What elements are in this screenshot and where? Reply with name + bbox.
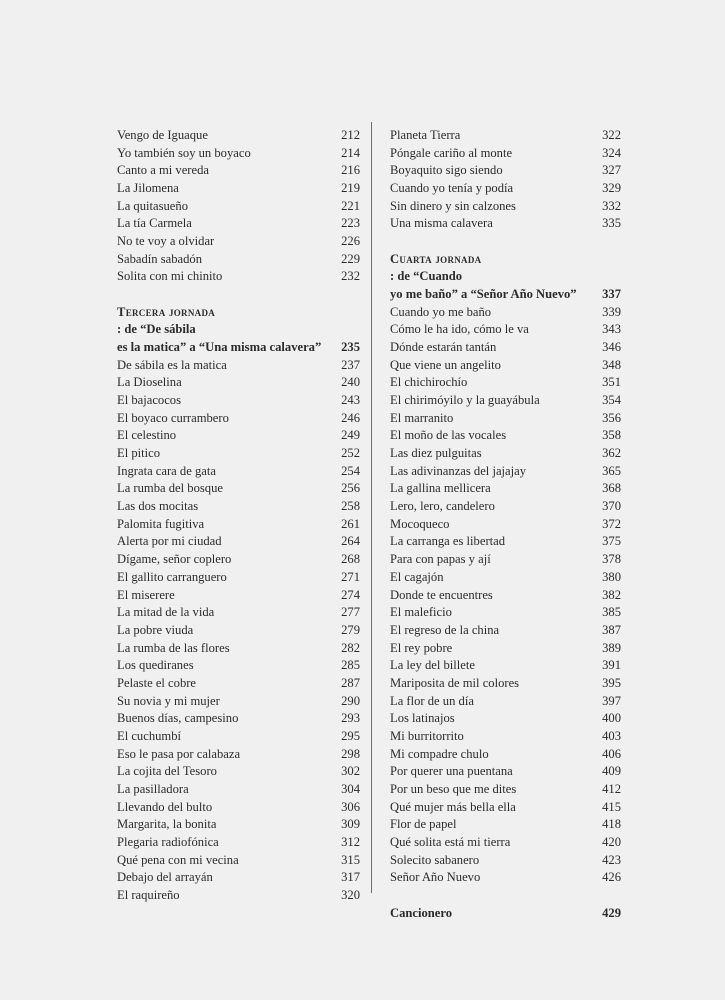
entry-page: 315 (341, 852, 360, 867)
left-intro-list (117, 127, 360, 286)
entry-page: 391 (602, 658, 621, 673)
toc-entry[interactable] (390, 728, 621, 746)
entry-page: 406 (602, 746, 621, 761)
entry-title: Sabadín sabadón (117, 251, 202, 266)
entry-title: Su novia y mi mujer (117, 693, 220, 708)
entry-title: Alerta por mi ciudad (117, 534, 222, 549)
section-title-line2: es la matica” a “Una misma calavera” (117, 340, 322, 355)
entry-title: Para con papas y ají (390, 552, 491, 567)
toc-entry[interactable] (390, 463, 621, 481)
section-gap (390, 887, 621, 905)
entry-page: 277 (341, 605, 360, 620)
toc-entry[interactable] (117, 675, 360, 693)
entry-title: La gallina mellicera (390, 481, 491, 496)
entry-page: 309 (341, 817, 360, 832)
section-title-line1: : de “De sábila (117, 322, 196, 337)
entry-page: 237 (341, 357, 360, 372)
toc-entry[interactable] (390, 551, 621, 569)
entry-page: 372 (602, 516, 621, 531)
toc-entry[interactable] (117, 816, 360, 834)
entry-page: 415 (602, 799, 621, 814)
entry-title: Lero, lero, candelero (390, 499, 495, 514)
entry-title: El raquireño (117, 887, 180, 902)
entry-title: La pasilladora (117, 781, 189, 796)
entry-page: 212 (341, 127, 360, 142)
section-label: Cuarta jornada (390, 251, 482, 266)
toc-entry[interactable] (117, 516, 360, 534)
toc-entry[interactable] (117, 834, 360, 852)
entry-page: 271 (341, 569, 360, 584)
toc-entry[interactable] (117, 215, 360, 233)
entry-page: 246 (341, 410, 360, 425)
entry-title: La ley del billete (390, 658, 475, 673)
entry-page: 261 (341, 516, 360, 531)
entry-title: La Jilomena (117, 181, 179, 195)
toc-entry[interactable] (390, 799, 621, 817)
entry-page: 243 (341, 393, 360, 408)
entry-title: Las diez pulguitas (390, 446, 482, 461)
entry-title: El chirimóyilo y la guayábula (390, 393, 540, 408)
entry-page: 356 (602, 410, 621, 425)
entry-page: 295 (341, 728, 360, 743)
entry-title: El bajacocos (117, 393, 181, 408)
entry-title: Las adivinanzas del jajajay (390, 463, 527, 478)
toc-entry[interactable] (117, 480, 360, 498)
toc-right-column (390, 127, 621, 922)
entry-page: 322 (602, 127, 621, 142)
entry-title: Mi burritorrito (390, 728, 464, 743)
entry-page: 380 (602, 569, 621, 584)
entry-page: 368 (602, 481, 621, 496)
entry-page: 219 (341, 181, 360, 195)
toc-entry[interactable] (117, 710, 360, 728)
entry-page: 268 (341, 552, 360, 567)
toc-entry[interactable] (117, 162, 360, 180)
entry-page: 214 (341, 145, 360, 160)
entry-title: Debajo del arrayán (117, 870, 213, 885)
toc-entry[interactable] (390, 622, 621, 640)
entry-page: 226 (341, 234, 360, 249)
entry-page: 412 (602, 781, 621, 796)
entry-title: El cuchumbí (117, 728, 182, 743)
entry-title: Por querer una puentana (390, 764, 513, 779)
entry-title: El gallito carranguero (117, 569, 227, 584)
entry-page: 426 (602, 870, 621, 885)
entry-title: La rumba del bosque (117, 481, 223, 496)
toc-entry[interactable] (390, 480, 621, 498)
entry-title: Los latinajos (390, 711, 455, 726)
entry-title: La cojita del Tesoro (117, 764, 217, 779)
section-page: 337 (602, 287, 621, 302)
entry-page: 232 (341, 269, 360, 284)
entry-page: 320 (341, 887, 360, 902)
entry-title: El boyaco currambero (117, 410, 229, 425)
entry-title: Qué solita está mi tierra (390, 834, 511, 849)
toc-entry[interactable] (390, 869, 621, 887)
left-entries-list (117, 357, 360, 905)
toc-entry[interactable] (390, 746, 621, 764)
entry-page: 252 (341, 446, 360, 461)
entry-title: La rumba de las flores (117, 640, 230, 655)
entry-title: Póngale cariño al monte (390, 145, 513, 160)
entry-title: Sin dinero y sin calzones (390, 198, 516, 213)
entry-page: 375 (602, 534, 621, 549)
section-label: Tercera jornada (117, 304, 216, 319)
entry-title: El cagajón (390, 569, 444, 584)
entry-title: Buenos días, campesino (117, 711, 239, 726)
entry-title: La pobre viuda (117, 622, 194, 637)
toc-entry-cancionero[interactable] (390, 905, 621, 923)
entry-page: 264 (341, 534, 360, 549)
toc-entry[interactable] (117, 622, 360, 640)
entry-page: 254 (341, 463, 360, 478)
toc-entry[interactable] (390, 852, 621, 870)
entry-page: 335 (602, 216, 621, 231)
entry-page: 306 (341, 799, 360, 814)
entry-page: 354 (602, 393, 621, 408)
right-intro-list (390, 127, 621, 233)
toc-entry[interactable] (117, 551, 360, 569)
toc-entry[interactable] (390, 569, 621, 587)
entry-page: 302 (341, 764, 360, 779)
entry-page: 327 (602, 163, 621, 178)
toc-entry[interactable] (117, 728, 360, 746)
entry-page: 365 (602, 463, 621, 478)
entry-title: El regreso de la china (390, 622, 500, 637)
entry-page: 397 (602, 693, 621, 708)
entry-page: 348 (602, 357, 621, 372)
toc-entry[interactable] (390, 162, 621, 180)
entry-page: 298 (341, 746, 360, 761)
entry-title: El maleficio (390, 605, 452, 620)
toc-entry[interactable] (117, 445, 360, 463)
entry-page: 329 (602, 181, 621, 195)
entry-page: 282 (341, 640, 360, 655)
toc-entry[interactable] (390, 587, 621, 605)
entry-title: Yo también soy un boyaco (117, 145, 251, 160)
toc-entry[interactable] (117, 640, 360, 658)
entry-page: 351 (602, 375, 621, 390)
entry-page: 429 (602, 905, 621, 920)
entry-page: 274 (341, 587, 360, 602)
entry-title: Cómo le ha ido, cómo le va (390, 322, 529, 337)
toc-entry[interactable] (117, 587, 360, 605)
entry-page: 216 (341, 163, 360, 178)
entry-title: Plegaria radiofónica (117, 834, 219, 849)
entry-page: 285 (341, 658, 360, 673)
toc-entry[interactable] (117, 887, 360, 905)
toc-entry[interactable] (390, 339, 621, 357)
toc-entry[interactable] (117, 781, 360, 799)
toc-entry[interactable] (117, 604, 360, 622)
entry-page: 221 (341, 198, 360, 213)
toc-entry[interactable] (117, 410, 360, 428)
entry-page: 378 (602, 552, 621, 567)
toc-entry[interactable] (117, 693, 360, 711)
entry-title: Ingrata cara de gata (117, 463, 216, 478)
toc-entry[interactable] (390, 304, 621, 322)
entry-page: 382 (602, 587, 621, 602)
toc-entry[interactable] (117, 498, 360, 516)
toc-entry[interactable] (390, 534, 621, 552)
right-entries-list (390, 304, 621, 887)
entry-page: 343 (602, 322, 621, 337)
entry-title: Las dos mocitas (117, 499, 199, 514)
entry-title: Flor de papel (390, 817, 457, 832)
toc-entry[interactable] (117, 799, 360, 817)
entry-title: Planeta Tierra (390, 127, 461, 142)
entry-page: 317 (341, 870, 360, 885)
entry-title: Eso le pasa por calabaza (117, 746, 241, 761)
entry-title: Palomita fugitiva (117, 516, 205, 531)
toc-entry[interactable] (390, 180, 621, 198)
entry-title: La carranga es libertad (390, 534, 506, 549)
toc-entry[interactable] (390, 710, 621, 728)
entry-page: 403 (602, 728, 621, 743)
toc-entry[interactable] (390, 374, 621, 392)
entry-title: La flor de un día (390, 693, 474, 708)
entry-title: La quitasueño (117, 198, 188, 213)
entry-title: Dígame, señor coplero (117, 552, 232, 567)
entry-title: El celestino (117, 428, 177, 443)
section-cuarta-jornada[interactable] (390, 251, 621, 304)
entry-title: Cancionero (390, 905, 453, 920)
entry-page: 249 (341, 428, 360, 443)
entry-page: 339 (602, 304, 621, 319)
entry-title: La mitad de la vida (117, 605, 215, 620)
toc-entry[interactable] (390, 321, 621, 339)
entry-title: Canto a mi vereda (117, 163, 209, 178)
toc-entry[interactable] (117, 392, 360, 410)
toc-entry[interactable] (117, 569, 360, 587)
toc-entry[interactable] (117, 233, 360, 251)
entry-page: 290 (341, 693, 360, 708)
toc-entry[interactable] (117, 657, 360, 675)
entry-title: Por un beso que me dites (390, 781, 517, 796)
toc-entry[interactable] (390, 410, 621, 428)
entry-page: 420 (602, 834, 621, 849)
section-title-line2: yo me baño” a “Señor Año Nuevo” (390, 287, 577, 302)
entry-page: 229 (341, 251, 360, 266)
toc-entry[interactable] (390, 145, 621, 163)
toc-entry[interactable] (390, 763, 621, 781)
entry-page: 304 (341, 781, 360, 796)
entry-title: Vengo de Iguaque (117, 127, 208, 142)
toc-entry[interactable] (117, 145, 360, 163)
toc-entry[interactable] (390, 498, 621, 516)
toc-entry[interactable] (390, 604, 621, 622)
entry-page: 358 (602, 428, 621, 443)
toc-entry[interactable] (117, 357, 360, 375)
section-page: 235 (341, 340, 360, 355)
entry-page: 312 (341, 834, 360, 849)
entry-page: 400 (602, 711, 621, 726)
entry-page: 258 (341, 499, 360, 514)
entry-page: 223 (341, 216, 360, 231)
section-gap (117, 286, 360, 304)
entry-page: 370 (602, 499, 621, 514)
toc-entry[interactable] (390, 427, 621, 445)
toc-entry[interactable] (390, 693, 621, 711)
toc-entry[interactable] (390, 198, 621, 216)
toc-entry[interactable] (117, 180, 360, 198)
entry-title: Qué pena con mi vecina (117, 852, 239, 867)
entry-page: 409 (602, 764, 621, 779)
entry-title: Llevando del bulto (117, 799, 213, 814)
section-title-line1: : de “Cuando (390, 269, 463, 284)
column-divider (371, 122, 372, 893)
entry-page: 346 (602, 340, 621, 355)
toc-entry[interactable] (117, 127, 360, 145)
entry-page: 287 (341, 675, 360, 690)
section-gap (390, 233, 621, 251)
entry-title: El pitico (117, 446, 161, 461)
toc-entry[interactable] (390, 445, 621, 463)
entry-page: 395 (602, 675, 621, 690)
entry-page: 279 (341, 622, 360, 637)
entry-title: Mi compadre chulo (390, 746, 489, 761)
entry-title: La Dioselina (117, 375, 182, 390)
toc-entry[interactable] (117, 763, 360, 781)
toc-entry[interactable] (117, 534, 360, 552)
toc-entry[interactable] (117, 268, 360, 286)
toc-entry[interactable] (117, 374, 360, 392)
entry-title: Dónde estarán tantán (390, 340, 497, 355)
toc-entry[interactable] (117, 869, 360, 887)
toc-entry[interactable] (390, 781, 621, 799)
entry-page: 418 (602, 817, 621, 832)
entry-page: 256 (341, 481, 360, 496)
entry-page: 324 (602, 145, 621, 160)
entry-title: Boyaquito sigo siendo (390, 163, 503, 178)
entry-title: Cuando yo tenía y podía (390, 181, 514, 195)
entry-page: 293 (341, 711, 360, 726)
toc-entry[interactable] (390, 816, 621, 834)
entry-title: Mocoqueco (390, 516, 450, 531)
toc-entry[interactable] (117, 852, 360, 870)
toc-left-column (117, 127, 360, 905)
entry-title: El marranito (390, 410, 454, 425)
entry-page: 389 (602, 640, 621, 655)
entry-title: Que viene un angelito (390, 357, 501, 372)
entry-page: 387 (602, 622, 621, 637)
section-tercera-jornada[interactable] (117, 304, 360, 357)
entry-title: Una misma calavera (390, 216, 493, 231)
entry-title: La tía Carmela (117, 216, 192, 231)
entry-title: Solecito sabanero (390, 852, 480, 867)
entry-title: El moño de las vocales (390, 428, 507, 443)
entry-title: Margarita, la bonita (117, 817, 217, 832)
toc-entry[interactable] (390, 640, 621, 658)
entry-title: El rey pobre (390, 640, 453, 655)
entry-page: 423 (602, 852, 621, 867)
entry-page: 385 (602, 605, 621, 620)
toc-entry[interactable] (390, 357, 621, 375)
entry-page: 240 (341, 375, 360, 390)
entry-title: El chichirochío (390, 375, 468, 390)
toc-entry[interactable] (117, 251, 360, 269)
entry-title: Qué mujer más bella ella (390, 799, 516, 814)
toc-entry[interactable] (390, 675, 621, 693)
toc-entry[interactable] (117, 427, 360, 445)
toc-entry[interactable] (390, 127, 621, 145)
entry-title: No te voy a olvidar (117, 234, 215, 249)
toc-entry[interactable] (117, 463, 360, 481)
toc-entry[interactable] (390, 215, 621, 233)
entry-title: Cuando yo me baño (390, 304, 492, 319)
entry-title: De sábila es la matica (117, 357, 227, 372)
entry-page: 332 (602, 198, 621, 213)
entry-title: Solita con mi chinito (117, 269, 223, 284)
entry-page: 362 (602, 446, 621, 461)
entry-title: Mariposita de mil colores (390, 675, 520, 690)
toc-entry[interactable] (390, 392, 621, 410)
entry-title: El miserere (117, 587, 175, 602)
toc-entry[interactable] (117, 198, 360, 216)
toc-entry[interactable] (390, 834, 621, 852)
entry-title: Donde te encuentres (390, 587, 493, 602)
toc-entry[interactable] (117, 746, 360, 764)
toc-entry[interactable] (390, 516, 621, 534)
entry-title: Señor Año Nuevo (390, 870, 481, 885)
entry-title: Los quediranes (117, 658, 194, 673)
entry-title: Pelaste el cobre (117, 675, 197, 690)
toc-entry[interactable] (390, 657, 621, 675)
